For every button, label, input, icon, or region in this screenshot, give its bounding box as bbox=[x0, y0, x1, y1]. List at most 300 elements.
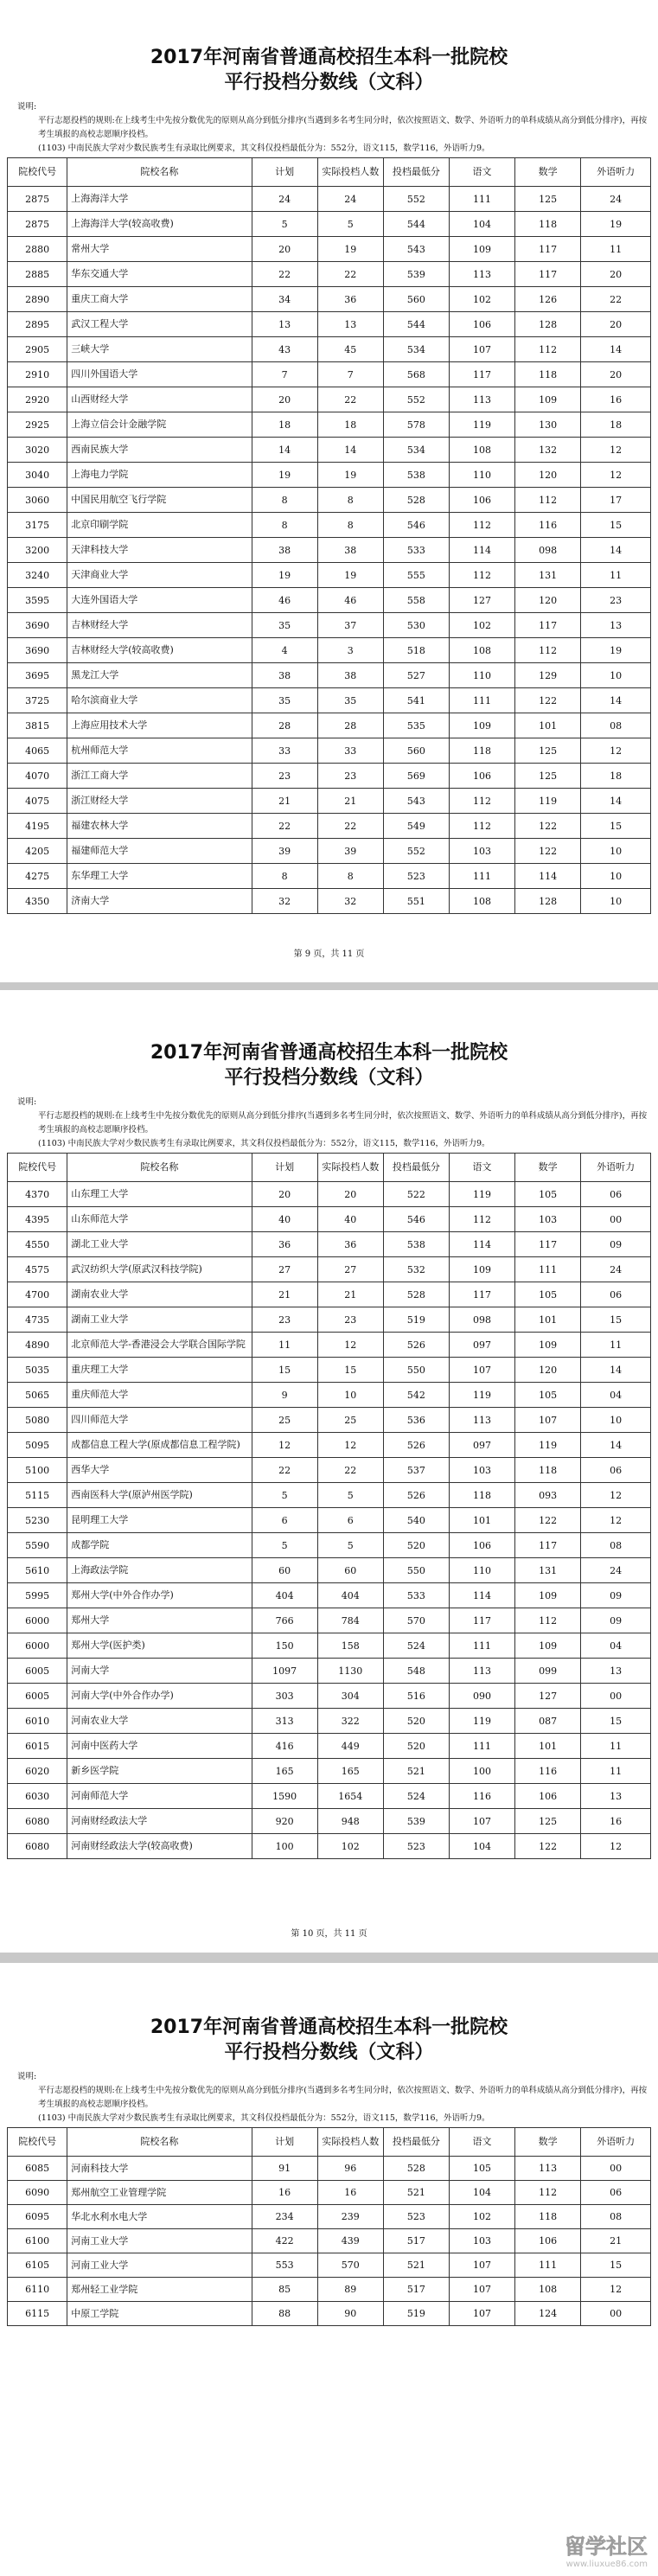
column-header: 外语听力 bbox=[581, 2128, 651, 2157]
score-cell: 128 bbox=[515, 312, 581, 337]
table-row bbox=[8, 1759, 651, 1784]
score-cell: 8 bbox=[317, 488, 383, 513]
score-cell: 19 bbox=[252, 563, 317, 588]
school-code-cell: 4700 bbox=[8, 1282, 67, 1307]
school-code-cell: 6020 bbox=[8, 1759, 67, 1784]
score-cell: 106 bbox=[515, 2229, 581, 2253]
score-cell: 5 bbox=[252, 212, 317, 237]
column-header: 外语听力 bbox=[581, 1154, 651, 1182]
school-name-cell: 重庆理工大学 bbox=[67, 1358, 252, 1383]
score-cell: 520 bbox=[383, 1533, 449, 1558]
score-cell: 523 bbox=[383, 864, 449, 889]
score-cell: 117 bbox=[515, 1232, 581, 1257]
score-cell: 20 bbox=[317, 1182, 383, 1207]
score-cell: 131 bbox=[515, 1558, 581, 1583]
score-cell: 06 bbox=[581, 1182, 651, 1207]
score-cell: 11 bbox=[581, 1759, 651, 1784]
column-header: 投档最低分 bbox=[383, 158, 449, 187]
school-code-cell: 4395 bbox=[8, 1207, 67, 1232]
score-cell: 19 bbox=[252, 463, 317, 488]
page-title bbox=[7, 0, 651, 95]
table-row bbox=[8, 2157, 651, 2181]
score-cell: 00 bbox=[581, 1207, 651, 1232]
score-cell: 125 bbox=[515, 738, 581, 764]
score-cell: 18 bbox=[317, 412, 383, 438]
table-row bbox=[8, 2181, 651, 2205]
score-cell: 111 bbox=[449, 187, 514, 212]
score-cell: 35 bbox=[252, 613, 317, 638]
score-cell: 22 bbox=[252, 814, 317, 839]
score-cell: 06 bbox=[581, 1282, 651, 1307]
table-row bbox=[8, 713, 651, 738]
score-cell: 22 bbox=[581, 287, 651, 312]
score-cell: 526 bbox=[383, 1333, 449, 1358]
score-cell: 104 bbox=[449, 212, 514, 237]
score-cell: 114 bbox=[449, 1583, 514, 1608]
school-code-cell: 5095 bbox=[8, 1433, 67, 1458]
score-cell: 106 bbox=[449, 764, 514, 789]
column-header: 投档最低分 bbox=[383, 2128, 449, 2157]
score-cell: 113 bbox=[449, 1659, 514, 1684]
school-code-cell: 3060 bbox=[8, 488, 67, 513]
notes-label: 说明: bbox=[17, 2072, 37, 2081]
score-cell: 122 bbox=[515, 688, 581, 713]
score-cell: 19 bbox=[317, 237, 383, 262]
score-cell: 13 bbox=[581, 613, 651, 638]
column-header: 实际投档人数 bbox=[317, 158, 383, 187]
score-cell: 21 bbox=[252, 789, 317, 814]
school-name-cell: 天津商业大学 bbox=[67, 563, 252, 588]
column-header: 数学 bbox=[515, 1154, 581, 1182]
score-cell: 120 bbox=[515, 588, 581, 613]
school-code-cell: 4070 bbox=[8, 764, 67, 789]
score-cell: 20 bbox=[252, 1182, 317, 1207]
table-row bbox=[8, 2205, 651, 2229]
score-cell: 118 bbox=[515, 1458, 581, 1483]
score-cell: 14 bbox=[581, 337, 651, 362]
score-cell: 920 bbox=[252, 1809, 317, 1834]
table-row bbox=[8, 1333, 651, 1358]
score-cell: 087 bbox=[515, 1709, 581, 1734]
school-name-cell: 吉林财经大学 bbox=[67, 613, 252, 638]
school-code-cell: 2905 bbox=[8, 337, 67, 362]
score-cell: 40 bbox=[317, 1207, 383, 1232]
table-row bbox=[8, 1659, 651, 1684]
score-cell: 528 bbox=[383, 2157, 449, 2181]
school-name-cell: 河南工业大学 bbox=[67, 2253, 252, 2278]
score-cell: 107 bbox=[449, 2278, 514, 2302]
score-cell: 8 bbox=[252, 488, 317, 513]
score-cell: 105 bbox=[449, 2157, 514, 2181]
score-cell: 43 bbox=[252, 337, 317, 362]
score-cell: 89 bbox=[317, 2278, 383, 2302]
score-cell: 25 bbox=[252, 1408, 317, 1433]
score-cell: 12 bbox=[581, 438, 651, 463]
score-cell: 516 bbox=[383, 1684, 449, 1709]
score-cell: 21 bbox=[581, 2229, 651, 2253]
score-cell: 550 bbox=[383, 1558, 449, 1583]
school-code-cell: 6115 bbox=[8, 2302, 67, 2326]
school-code-cell: 2880 bbox=[8, 237, 67, 262]
score-cell: 5 bbox=[252, 1483, 317, 1508]
score-cell: 9 bbox=[252, 1383, 317, 1408]
score-cell: 108 bbox=[449, 638, 514, 663]
table-row bbox=[8, 287, 651, 312]
document-page-2 bbox=[0, 990, 658, 1953]
score-cell: 11 bbox=[581, 237, 651, 262]
table-row bbox=[8, 613, 651, 638]
table-row bbox=[8, 1709, 651, 1734]
school-name-cell: 武汉工程大学 bbox=[67, 312, 252, 337]
score-cell: 117 bbox=[515, 1533, 581, 1558]
school-code-cell: 2875 bbox=[8, 187, 67, 212]
score-cell: 118 bbox=[515, 212, 581, 237]
score-cell: 08 bbox=[581, 2205, 651, 2229]
score-cell: 548 bbox=[383, 1659, 449, 1684]
score-cell: 422 bbox=[252, 2229, 317, 2253]
column-header: 投档最低分 bbox=[383, 1154, 449, 1182]
table-body bbox=[8, 2157, 651, 2326]
score-cell: 14 bbox=[581, 688, 651, 713]
score-cell: 14 bbox=[581, 538, 651, 563]
score-cell: 117 bbox=[515, 237, 581, 262]
score-cell: 165 bbox=[252, 1759, 317, 1784]
score-cell: 24 bbox=[581, 1558, 651, 1583]
score-cell: 39 bbox=[317, 839, 383, 864]
score-cell: 12 bbox=[581, 463, 651, 488]
school-name-cell: 大连外国语大学 bbox=[67, 588, 252, 613]
notes-label: 说明: bbox=[17, 1097, 37, 1107]
score-cell: 04 bbox=[581, 1383, 651, 1408]
score-cell: 1130 bbox=[317, 1659, 383, 1684]
score-cell: 520 bbox=[383, 1734, 449, 1759]
score-cell: 13 bbox=[581, 1784, 651, 1809]
score-cell: 118 bbox=[515, 362, 581, 387]
school-name-cell: 吉林财经大学(较高收费) bbox=[67, 638, 252, 663]
score-cell: 107 bbox=[449, 2302, 514, 2326]
table-row bbox=[8, 1483, 651, 1508]
score-cell: 568 bbox=[383, 362, 449, 387]
school-code-cell: 2910 bbox=[8, 362, 67, 387]
score-cell: 37 bbox=[317, 613, 383, 638]
score-cell: 116 bbox=[515, 513, 581, 538]
table-row bbox=[8, 588, 651, 613]
score-cell: 36 bbox=[317, 1232, 383, 1257]
score-cell: 10 bbox=[581, 1408, 651, 1433]
score-cell: 19 bbox=[581, 638, 651, 663]
table-row bbox=[8, 1358, 651, 1383]
school-code-cell: 6005 bbox=[8, 1659, 67, 1684]
table-row bbox=[8, 312, 651, 337]
score-cell: 109 bbox=[449, 713, 514, 738]
table-row bbox=[8, 1307, 651, 1333]
score-cell: 101 bbox=[515, 1734, 581, 1759]
table-row bbox=[8, 438, 651, 463]
school-name-cell: 山东师范大学 bbox=[67, 1207, 252, 1232]
school-name-cell: 山西财经大学 bbox=[67, 387, 252, 412]
school-code-cell: 5080 bbox=[8, 1408, 67, 1433]
score-cell: 117 bbox=[515, 613, 581, 638]
score-cell: 112 bbox=[449, 814, 514, 839]
score-cell: 093 bbox=[515, 1483, 581, 1508]
school-name-cell: 河南科技大学 bbox=[67, 2157, 252, 2181]
school-code-cell: 5995 bbox=[8, 1583, 67, 1608]
score-cell: 15 bbox=[581, 2253, 651, 2278]
score-cell: 539 bbox=[383, 1809, 449, 1834]
score-cell: 112 bbox=[515, 1608, 581, 1633]
table-row bbox=[8, 2278, 651, 2302]
score-cell: 8 bbox=[252, 513, 317, 538]
school-name-cell: 河南财经政法大学 bbox=[67, 1809, 252, 1834]
score-cell: 34 bbox=[252, 287, 317, 312]
score-cell: 09 bbox=[581, 1608, 651, 1633]
score-cell: 558 bbox=[383, 588, 449, 613]
score-cell: 099 bbox=[515, 1659, 581, 1684]
score-cell: 127 bbox=[515, 1684, 581, 1709]
score-cell: 103 bbox=[449, 2229, 514, 2253]
school-code-cell: 4350 bbox=[8, 889, 67, 914]
school-code-cell: 3020 bbox=[8, 438, 67, 463]
school-code-cell: 3200 bbox=[8, 538, 67, 563]
page-title bbox=[7, 990, 651, 1090]
table-row bbox=[8, 864, 651, 889]
school-name-cell: 华北水利水电大学 bbox=[67, 2205, 252, 2229]
score-cell: 14 bbox=[317, 438, 383, 463]
school-name-cell: 郑州航空工业管理学院 bbox=[67, 2181, 252, 2205]
school-code-cell: 2925 bbox=[8, 412, 67, 438]
score-cell: 101 bbox=[515, 1307, 581, 1333]
score-cell: 1590 bbox=[252, 1784, 317, 1809]
score-cell: 098 bbox=[449, 1307, 514, 1333]
score-cell: 533 bbox=[383, 538, 449, 563]
score-cell: 124 bbox=[515, 2302, 581, 2326]
score-cell: 118 bbox=[515, 2205, 581, 2229]
school-code-cell: 6015 bbox=[8, 1734, 67, 1759]
score-cell: 14 bbox=[581, 1358, 651, 1383]
score-cell: 20 bbox=[252, 387, 317, 412]
score-cell: 103 bbox=[515, 1207, 581, 1232]
table-row bbox=[8, 1282, 651, 1307]
document-page-3 bbox=[0, 1963, 658, 2576]
school-code-cell: 4890 bbox=[8, 1333, 67, 1358]
table-row bbox=[8, 237, 651, 262]
notes-label: 说明: bbox=[17, 102, 37, 112]
score-cell: 526 bbox=[383, 1483, 449, 1508]
score-cell: 126 bbox=[515, 287, 581, 312]
score-cell: 12 bbox=[252, 1433, 317, 1458]
column-header: 院校代号 bbox=[8, 2128, 67, 2157]
score-cell: 549 bbox=[383, 814, 449, 839]
table-row bbox=[8, 1809, 651, 1834]
score-cell: 117 bbox=[449, 1608, 514, 1633]
school-name-cell: 四川外国语大学 bbox=[67, 362, 252, 387]
score-cell: 23 bbox=[581, 588, 651, 613]
score-cell: 125 bbox=[515, 1809, 581, 1834]
score-cell: 20 bbox=[252, 237, 317, 262]
score-cell: 8 bbox=[317, 864, 383, 889]
school-name-cell: 郑州大学(医护类) bbox=[67, 1633, 252, 1659]
score-cell: 25 bbox=[317, 1408, 383, 1433]
score-cell: 158 bbox=[317, 1633, 383, 1659]
score-cell: 23 bbox=[252, 1307, 317, 1333]
school-code-cell: 6090 bbox=[8, 2181, 67, 2205]
score-cell: 20 bbox=[581, 362, 651, 387]
school-name-cell: 山东理工大学 bbox=[67, 1182, 252, 1207]
score-cell: 125 bbox=[515, 187, 581, 212]
score-cell: 118 bbox=[449, 1483, 514, 1508]
score-cell: 1654 bbox=[317, 1784, 383, 1809]
score-cell: 122 bbox=[515, 839, 581, 864]
score-cell: 46 bbox=[252, 588, 317, 613]
score-cell: 45 bbox=[317, 337, 383, 362]
table-row bbox=[8, 1533, 651, 1558]
score-cell: 107 bbox=[449, 2253, 514, 2278]
score-cell: 530 bbox=[383, 613, 449, 638]
score-cell: 09 bbox=[581, 1583, 651, 1608]
score-cell: 523 bbox=[383, 2205, 449, 2229]
title-line-1: 2017年河南省普通高校招生本科一批院校 bbox=[150, 1042, 508, 1064]
school-code-cell: 6100 bbox=[8, 2229, 67, 2253]
school-name-cell: 上海海洋大学(较高收费) bbox=[67, 212, 252, 237]
school-name-cell: 成都学院 bbox=[67, 1533, 252, 1558]
score-cell: 112 bbox=[449, 789, 514, 814]
score-cell: 13 bbox=[317, 312, 383, 337]
score-cell: 538 bbox=[383, 1232, 449, 1257]
score-cell: 16 bbox=[581, 387, 651, 412]
score-cell: 404 bbox=[252, 1583, 317, 1608]
score-cell: 521 bbox=[383, 2181, 449, 2205]
score-cell: 111 bbox=[449, 1734, 514, 1759]
score-cell: 528 bbox=[383, 488, 449, 513]
score-cell: 303 bbox=[252, 1684, 317, 1709]
score-cell: 132 bbox=[515, 438, 581, 463]
column-header: 计划 bbox=[252, 158, 317, 187]
score-cell: 105 bbox=[515, 1383, 581, 1408]
school-name-cell: 河南财经政法大学(较高收费) bbox=[67, 1834, 252, 1859]
table-header-row bbox=[8, 2128, 651, 2157]
score-cell: 535 bbox=[383, 713, 449, 738]
score-cell: 106 bbox=[449, 312, 514, 337]
score-cell: 122 bbox=[515, 1508, 581, 1533]
school-code-cell: 5230 bbox=[8, 1508, 67, 1533]
school-name-cell: 西华大学 bbox=[67, 1458, 252, 1483]
score-cell: 570 bbox=[317, 2253, 383, 2278]
score-cell: 522 bbox=[383, 1182, 449, 1207]
table-row bbox=[8, 1784, 651, 1809]
school-code-cell: 6095 bbox=[8, 2205, 67, 2229]
table-row bbox=[8, 1834, 651, 1859]
school-name-cell: 湖南工业大学 bbox=[67, 1307, 252, 1333]
score-cell: 22 bbox=[317, 1458, 383, 1483]
score-cell: 8 bbox=[317, 513, 383, 538]
column-header: 外语听力 bbox=[581, 158, 651, 187]
score-cell: 534 bbox=[383, 438, 449, 463]
school-code-cell: 4550 bbox=[8, 1232, 67, 1257]
school-name-cell: 杭州师范大学 bbox=[67, 738, 252, 764]
score-cell: 111 bbox=[515, 1257, 581, 1282]
score-cell: 12 bbox=[317, 1433, 383, 1458]
school-name-cell: 河南农业大学 bbox=[67, 1709, 252, 1734]
score-cell: 119 bbox=[449, 1182, 514, 1207]
table-row bbox=[8, 1207, 651, 1232]
table-row bbox=[8, 889, 651, 914]
school-code-cell: 6105 bbox=[8, 2253, 67, 2278]
score-cell: 112 bbox=[515, 337, 581, 362]
school-name-cell: 上海电力学院 bbox=[67, 463, 252, 488]
school-name-cell: 郑州大学(中外合作办学) bbox=[67, 1583, 252, 1608]
score-cell: 23 bbox=[252, 764, 317, 789]
table-row bbox=[8, 488, 651, 513]
table-row bbox=[8, 387, 651, 412]
school-code-cell: 3175 bbox=[8, 513, 67, 538]
school-code-cell: 4205 bbox=[8, 839, 67, 864]
score-cell: 14 bbox=[581, 1433, 651, 1458]
score-cell: 5 bbox=[317, 212, 383, 237]
school-name-cell: 西南医科大学(原泸州医学院) bbox=[67, 1483, 252, 1508]
score-cell: 122 bbox=[515, 814, 581, 839]
table-row bbox=[8, 789, 651, 814]
page-title bbox=[7, 1963, 651, 2065]
column-header: 实际投档人数 bbox=[317, 1154, 383, 1182]
score-cell: 20 bbox=[581, 312, 651, 337]
school-code-cell: 5115 bbox=[8, 1483, 67, 1508]
score-cell: 517 bbox=[383, 2278, 449, 2302]
school-name-cell: 重庆师范大学 bbox=[67, 1383, 252, 1408]
score-cell: 518 bbox=[383, 638, 449, 663]
school-code-cell: 4735 bbox=[8, 1307, 67, 1333]
score-cell: 526 bbox=[383, 1433, 449, 1458]
score-cell: 106 bbox=[449, 488, 514, 513]
notes-rule: 平行志愿投档的规则:在上线考生中先按分数优先的原则从高分到低分排序(当遇到多名考生同分时，依次按照语文、数学、外语听力的单科成绩从高分到低分排序)，再按考生填报的高校志愿顺序投档。 bbox=[38, 116, 648, 139]
score-cell: 112 bbox=[515, 638, 581, 663]
score-cell: 15 bbox=[581, 814, 651, 839]
score-cell: 524 bbox=[383, 1633, 449, 1659]
score-cell: 766 bbox=[252, 1608, 317, 1633]
score-cell: 17 bbox=[581, 488, 651, 513]
score-cell: 784 bbox=[317, 1608, 383, 1633]
score-cell: 416 bbox=[252, 1734, 317, 1759]
score-cell: 15 bbox=[581, 1307, 651, 1333]
score-cell: 550 bbox=[383, 1358, 449, 1383]
score-cell: 16 bbox=[581, 1809, 651, 1834]
score-cell: 404 bbox=[317, 1583, 383, 1608]
score-cell: 38 bbox=[252, 663, 317, 688]
score-cell: 22 bbox=[317, 387, 383, 412]
column-header: 院校代号 bbox=[8, 1154, 67, 1182]
school-code-cell: 3815 bbox=[8, 713, 67, 738]
score-cell: 111 bbox=[449, 688, 514, 713]
column-header: 院校名称 bbox=[67, 1154, 252, 1182]
table-body bbox=[8, 187, 651, 914]
score-cell: 542 bbox=[383, 1383, 449, 1408]
score-cell: 520 bbox=[383, 1709, 449, 1734]
column-header: 语文 bbox=[449, 158, 514, 187]
table-row bbox=[8, 362, 651, 387]
school-code-cell: 5590 bbox=[8, 1533, 67, 1558]
score-cell: 88 bbox=[252, 2302, 317, 2326]
watermark-logo bbox=[495, 2529, 651, 2571]
score-cell: 10 bbox=[581, 864, 651, 889]
school-name-cell: 郑州大学 bbox=[67, 1608, 252, 1633]
score-cell: 109 bbox=[449, 237, 514, 262]
score-cell: 6 bbox=[317, 1508, 383, 1533]
score-cell: 06 bbox=[581, 1458, 651, 1483]
score-cell: 14 bbox=[581, 789, 651, 814]
score-cell: 19 bbox=[317, 463, 383, 488]
score-cell: 5 bbox=[317, 1533, 383, 1558]
score-cell: 098 bbox=[515, 538, 581, 563]
score-cell: 04 bbox=[581, 1633, 651, 1659]
